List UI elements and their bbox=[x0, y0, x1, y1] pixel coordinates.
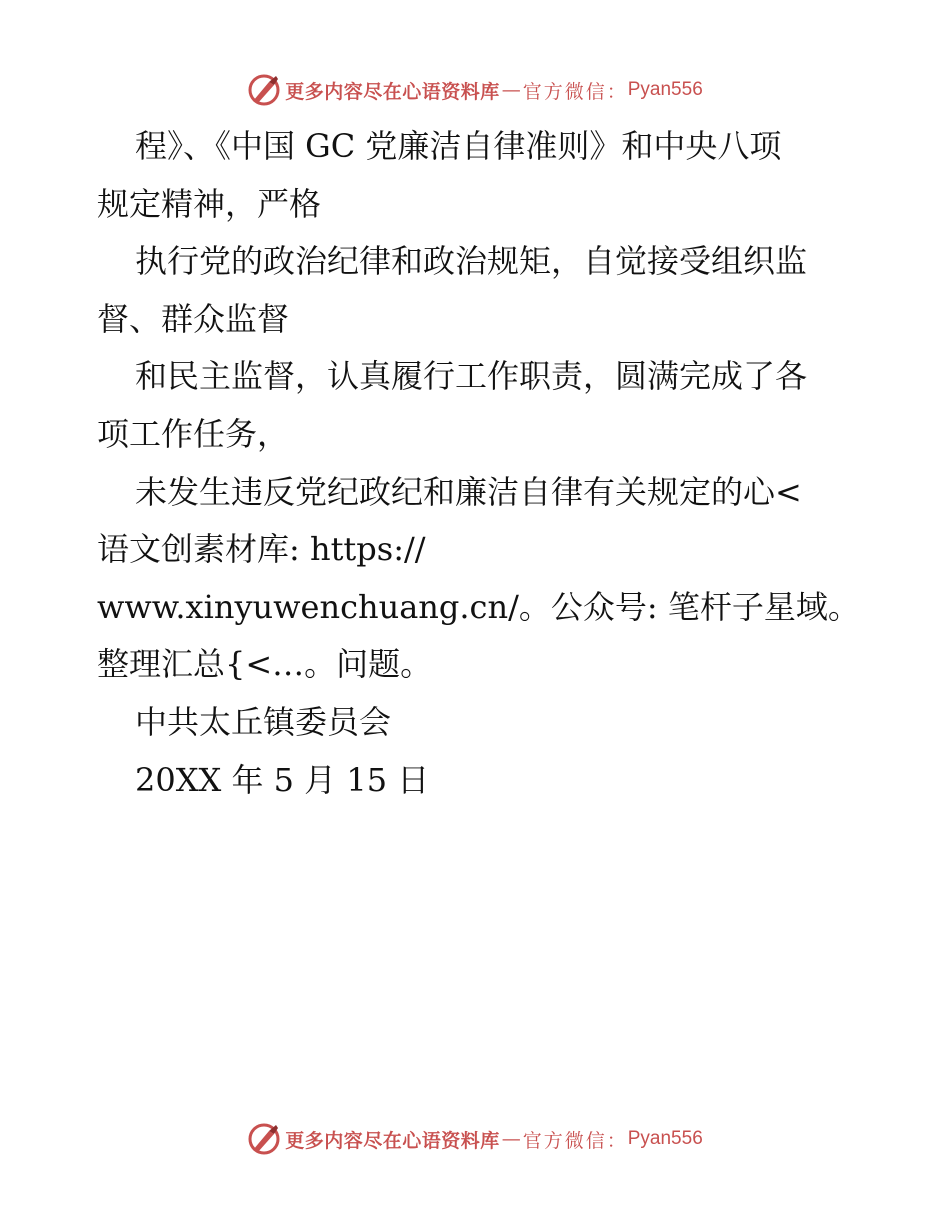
signature-organization: 中共太丘镇委员会 bbox=[135, 702, 392, 741]
paragraph-line: www.xinyuwenchuang.cn/。公众号: 笔杆子星域。 bbox=[97, 587, 860, 626]
footer-dash: — bbox=[501, 1128, 521, 1150]
quill-pen-icon bbox=[247, 1122, 281, 1156]
quill-pen-icon bbox=[247, 73, 281, 107]
paragraph-line: 程》、《中国 GC 党廉洁自律准则》和中央八项 bbox=[135, 127, 782, 165]
header-dash: — bbox=[501, 79, 521, 101]
signature-date: 20XX 年 5 月 15 日 bbox=[135, 760, 430, 799]
footer-brand-text: 更多内容尽在心语资料库 bbox=[285, 1129, 500, 1152]
header-brand-text: 更多内容尽在心语资料库 bbox=[285, 80, 500, 103]
footer-wechat-id: Pyan556 bbox=[627, 1128, 703, 1149]
paragraph-line: 项工作任务， bbox=[97, 414, 290, 453]
footer-official-label: 官方微信： bbox=[522, 1129, 628, 1152]
header-banner bbox=[0, 70, 950, 110]
paragraph-line: 语文创素材库: https:// bbox=[97, 530, 426, 569]
header-official-label: 官方微信： bbox=[522, 80, 628, 103]
paragraph-line: 督、群众监督 bbox=[97, 299, 290, 338]
header-wechat-id: Pyan556 bbox=[627, 79, 703, 100]
paragraph-line: 规定精神，严格 bbox=[97, 184, 322, 223]
paragraph-line: 未发生违反党纪政纪和廉洁自律有关规定的心< bbox=[135, 472, 802, 511]
paragraph-line: 整理汇总{<…。问题。 bbox=[97, 645, 433, 684]
paragraph-line: 执行党的政治纪律和政治规矩，自觉接受组织监 bbox=[135, 242, 808, 281]
document-body bbox=[97, 118, 860, 809]
paragraph-line: 和民主监督，认真履行工作职责，圆满完成了各 bbox=[135, 357, 808, 396]
footer-banner bbox=[0, 1119, 950, 1159]
